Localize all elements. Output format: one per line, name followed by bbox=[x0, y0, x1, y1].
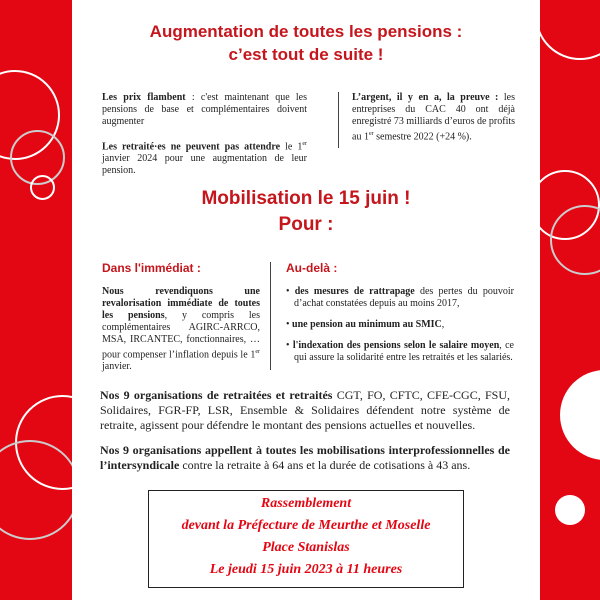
beyond-column bbox=[286, 262, 514, 373]
list-item: • des mesures de rattrapage des pertes du pouvoir d’achat constatées depuis au moins 2017, bbox=[286, 286, 514, 309]
list-item: • l'indexation des pensions selon le salaire moyen, ce qui assure la solidarité entre les retraités et les salariés. bbox=[286, 340, 514, 363]
divider bbox=[338, 92, 339, 148]
circle-icon bbox=[0, 440, 72, 540]
event-title: Rassemblement bbox=[260, 496, 352, 511]
divider bbox=[270, 262, 271, 370]
beyond-heading: Au-delà : bbox=[286, 261, 338, 275]
circle-icon bbox=[555, 495, 585, 525]
event-place: devant la Préfecture de Meurthe et Moselle bbox=[181, 518, 431, 533]
top-left-column: Les prix flambent : c'est maintenant que les pensions de base et complémentaires doivent augmenter Les retraité·es ne peuvent pas attendre le 1er janvier 2024 pour une augmentation de leur pension. bbox=[102, 92, 307, 177]
right-decorative-band bbox=[540, 0, 600, 600]
top-right-column: L’argent, il y en a, la preuve : les entreprises du CAC 40 ont déjà enregistré 73 milliards d’euros de profits au 1er semestre 2022 (+24 %). bbox=[352, 92, 516, 143]
immediate-column: Dans l'immédiat : Nous revendiquons une revalorisation immédiate de toutes les pensions, y compris les complémentaires AGIRC-ARRCO, MSA, IRCANTEC, fonctionnaires, … pour compenser l’inflation depuis le 1er janvier. bbox=[102, 261, 260, 373]
organisations-paragraph: Nos 9 organisations de retraitées et retraités CGT, FO, CFTC, CFE-CGC, FSU, Solidaires, FGR-FP, LSR, Ensemble & Solidaires défendent notre système de retraite, agissent pour défendre le montant des pensions actuelles et nouvelles. bbox=[100, 388, 510, 432]
immediate-heading: Dans l'immédiat : bbox=[102, 261, 201, 275]
main-title: Augmentation de toutes les pensions : c’est tout de suite ! bbox=[149, 22, 463, 64]
headline: Mobilisation le 15 juin ! Pour : bbox=[201, 188, 411, 235]
mobilisation-paragraph: Nos 9 organisations appellent à toutes les mobilisations interprofessionnelles de l’intersyndicale contre la retraite à 64 ans et la durée de cotisations à 43 ans. bbox=[100, 443, 510, 472]
event-square: Place Stanislas bbox=[262, 540, 350, 555]
left-decorative-band bbox=[0, 0, 72, 600]
flyer-content bbox=[72, 0, 540, 600]
event-box bbox=[148, 490, 464, 588]
circle-icon bbox=[560, 370, 600, 460]
circle-icon bbox=[30, 175, 55, 200]
event-date: Le jeudi 15 juin 2023 à 11 heures bbox=[209, 562, 403, 577]
list-item: • une pension au minimum au SMIC, bbox=[286, 319, 445, 330]
circle-icon bbox=[540, 0, 600, 60]
